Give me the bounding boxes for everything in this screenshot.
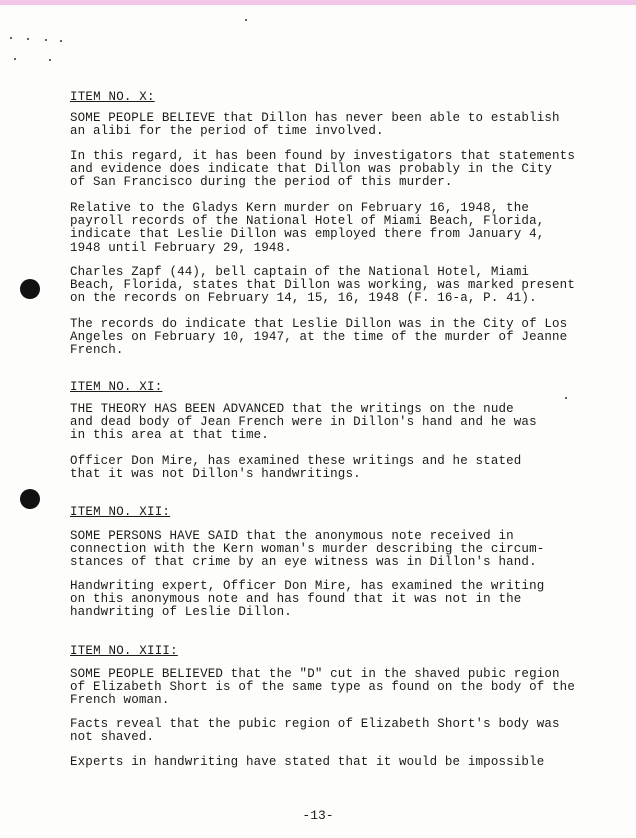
scan-speck: [49, 59, 51, 61]
paragraph: Experts in handwriting have stated that it would be impossible: [70, 755, 545, 769]
paragraph: In this regard, it has been found by investigators that statements and evidence does indicate that Dillon was probably in the City of San Francisco during the period of this murder.: [70, 149, 575, 190]
page-number: -13-: [302, 808, 334, 823]
punch-hole: [20, 489, 40, 509]
scan-speck: [14, 58, 16, 60]
item-heading: ITEM NO. X:: [70, 90, 155, 104]
punch-hole: [20, 279, 40, 299]
scan-speck: [27, 38, 29, 40]
scan-speck: [245, 19, 247, 21]
paragraph: Facts reveal that the pubic region of Elizabeth Short's body was not shaved.: [70, 717, 560, 745]
scan-speck: [60, 40, 62, 42]
item-heading: ITEM NO. XI:: [70, 380, 163, 394]
scan-speck: [10, 37, 12, 39]
paragraph: SOME PEOPLE BELIEVE that Dillon has never been able to establish an alibi for the period of time involved.: [70, 111, 560, 139]
item-heading: ITEM NO. XII:: [70, 505, 171, 519]
paragraph: Handwriting expert, Officer Don Mire, has examined the writing on this anonymous note and has found that it was not in the handwriting of Leslie Dillon.: [70, 579, 545, 620]
scan-speck: [45, 39, 47, 41]
paragraph: Officer Don Mire, has examined these writings and he stated that it was not Dillon's handwritings.: [70, 454, 522, 482]
paragraph: SOME PEOPLE BELIEVED that the "D" cut in the shaved pubic region of Elizabeth Short is of the same type as found on the body of the French woman.: [70, 667, 575, 708]
paragraph: SOME PERSONS HAVE SAID that the anonymous note received in connection with the Kern woman's murder describing the circum- stances of that crime by an eye witness was in Dillon's hand.: [70, 529, 545, 570]
paragraph: Relative to the Gladys Kern murder on February 16, 1948, the payroll records of the National Hotel of Miami Beach, Florida, indicate that Leslie Dillon was employed there from January 4, 1948 until February 29, 1948.: [70, 201, 545, 255]
paragraph: The records do indicate that Leslie Dillon was in the City of Los Angeles on February 10, 1947, at the time of the murder of Jeanne French.: [70, 317, 568, 358]
paragraph: THE THEORY HAS BEEN ADVANCED that the writings on the nude and dead body of Jean French were in Dillon's hand and he was in this area at that time.: [70, 402, 537, 443]
item-heading: ITEM NO. XIII:: [70, 644, 178, 658]
scan-speck: [565, 397, 567, 399]
paragraph: Charles Zapf (44), bell captain of the National Hotel, Miami Beach, Florida, states that Dillon was working, was marked present on the records on February 14, 15, 16, 1948 (F. 16-a, P. 41).: [70, 265, 575, 306]
